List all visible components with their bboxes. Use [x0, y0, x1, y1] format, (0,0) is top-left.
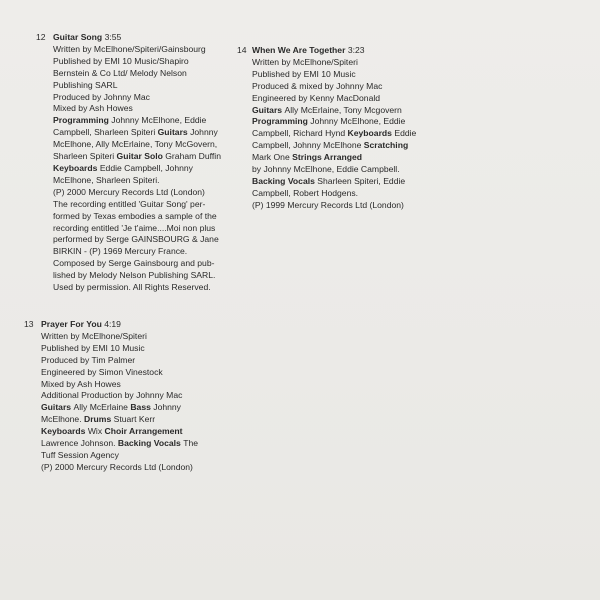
credit-line: [41, 402, 198, 414]
credit-text: Written by McElhone/Spiteri/Gainsbourg: [53, 43, 206, 54]
credit-text: The: [183, 438, 199, 449]
credit-line: [41, 367, 198, 379]
credit-role: Keyboards: [347, 128, 395, 139]
credit-line: [252, 57, 416, 69]
track-duration: 3:55: [104, 32, 122, 42]
credit-role: Programming: [53, 115, 112, 126]
track-number: 12: [36, 32, 46, 42]
credit-role: Bass: [130, 402, 154, 413]
credit-line: [41, 343, 198, 355]
credit-line: [252, 116, 416, 128]
credit-text: Produced by Johnny Mac: [53, 91, 150, 102]
credit-role: Strings Arranged: [292, 152, 362, 163]
credit-text: recording entitled 'Je t'aime....Moi non plus: [53, 222, 216, 233]
credit-text: by Johnny McElhone, Eddie Campbell.: [252, 164, 400, 175]
credit-text: Johnny: [153, 402, 181, 413]
credit-line: [53, 103, 221, 115]
credit-text: Sharleen Spiteri: [53, 151, 117, 162]
credit-text: Tuff Session Agency: [41, 449, 119, 460]
credit-text: Ally McErlaine, Tony Mcgovern: [284, 104, 402, 115]
track-13-credits: [24, 319, 198, 474]
credit-text: Sharleen Spiteri, Eddie: [317, 175, 406, 186]
credit-line: [53, 115, 221, 127]
credit-text: Graham Duffin: [165, 151, 221, 162]
credit-text: Stuart Kerr: [113, 414, 156, 425]
credit-text: Campbell, Richard Hynd: [252, 128, 348, 139]
credit-text: Engineered by Simon Vinestock: [41, 366, 163, 377]
credit-role: Guitar Solo: [116, 151, 166, 162]
credit-role: Drums: [84, 414, 114, 425]
credit-text: Johnny McElhone, Eddie: [111, 115, 207, 126]
track-heading: [36, 32, 221, 44]
credit-line: [252, 188, 416, 200]
credit-line: [53, 175, 221, 187]
credit-text: Eddie: [394, 128, 417, 139]
credits-block: [237, 57, 416, 212]
credit-text: (P) 2000 Mercury Records Ltd (London): [53, 186, 205, 197]
credit-text: The recording entitled 'Guitar Song' per-: [53, 198, 206, 209]
credit-text: Published by EMI 10 Music: [252, 68, 356, 79]
credit-line: [252, 152, 416, 164]
credit-text: Engineered by Kenny MacDonald: [252, 92, 381, 103]
credit-text: BIRKIN - (P) 1969 Mercury France.: [53, 246, 188, 257]
credit-text: Mixed by Ash Howes: [53, 103, 133, 114]
credit-role: Programming: [252, 116, 311, 127]
credit-text: Campbell, Sharleen Spiteri: [53, 127, 158, 138]
credit-line: [41, 462, 198, 474]
credit-line: [252, 105, 416, 117]
credit-line: [53, 68, 221, 80]
credit-line: [41, 355, 198, 367]
credit-text: (P) 1999 Mercury Records Ltd (London): [252, 199, 404, 210]
credit-text: Additional Production by Johnny Mac: [41, 390, 183, 401]
credit-text: Johnny McElhone, Eddie: [310, 116, 406, 127]
credit-line: [53, 270, 221, 282]
track-duration: 3:23: [347, 45, 365, 55]
credit-text: Publishing SARL: [53, 79, 118, 90]
track-number: 13: [24, 319, 34, 329]
track-title: Prayer For You: [41, 319, 102, 329]
credit-role: Backing Vocals: [117, 438, 184, 449]
credit-line: [252, 176, 416, 188]
track-title: When We Are Together: [252, 45, 346, 55]
credit-line: [41, 426, 198, 438]
credit-line: [41, 450, 198, 462]
credit-role: Guitars: [157, 127, 191, 138]
credit-line: [252, 128, 416, 140]
credit-line: [53, 223, 221, 235]
credit-line: [53, 211, 221, 223]
credit-line: [41, 379, 198, 391]
credits-block: [24, 331, 198, 474]
credit-line: [252, 69, 416, 81]
credit-line: [53, 246, 221, 258]
credit-text: performed by Serge GAINSBOURG & Jane: [53, 234, 219, 245]
track-12-credits: [36, 32, 221, 294]
credit-line: [53, 56, 221, 68]
credit-line: [53, 80, 221, 92]
credit-text: Published by EMI 10 Music: [41, 342, 145, 353]
credit-text: Used by permission. All Rights Reserved.: [53, 282, 211, 293]
credit-text: McElhone, Ally McErlaine, Tony McGovern,: [53, 139, 218, 150]
credit-line: [53, 258, 221, 270]
credit-text: Lawrence Johnson.: [41, 438, 118, 449]
credit-text: Campbell, Robert Hodgens.: [252, 187, 359, 198]
credit-text: (P) 2000 Mercury Records Ltd (London): [41, 461, 193, 472]
credit-line: [53, 127, 221, 139]
credit-role: Guitars: [41, 402, 74, 413]
credit-line: [252, 200, 416, 212]
track-14-credits: [237, 45, 416, 212]
track-title: Guitar Song: [53, 32, 103, 42]
credit-text: Composed by Serge Gainsbourg and pub-: [53, 258, 215, 269]
credit-role: Guitars: [252, 104, 285, 115]
credit-line: [41, 438, 198, 450]
credit-text: Published by EMI 10 Music/Shapiro: [53, 55, 189, 66]
credit-line: [53, 282, 221, 294]
credit-role: Backing Vocals: [252, 175, 318, 186]
track-heading: [237, 45, 416, 57]
credit-line: [53, 187, 221, 199]
credit-text: Eddie Campbell, Johnny: [99, 162, 193, 173]
credit-role: Keyboards: [53, 162, 100, 173]
credit-text: Written by McElhone/Spiteri: [41, 330, 147, 341]
credit-text: formed by Texas embodies a sample of the: [53, 210, 217, 221]
credit-text: Produced by Tim Palmer: [41, 354, 136, 365]
credit-text: lished by Melody Nelson Publishing SARL.: [53, 270, 216, 281]
credit-text: Ally McErlaine: [73, 402, 131, 413]
credit-line: [41, 390, 198, 402]
track-heading: [24, 319, 198, 331]
credit-text: Campbell, Johnny McElhone: [252, 140, 364, 151]
credit-text: Bernstein & Co Ltd/ Melody Nelson: [53, 67, 187, 78]
credit-line: [53, 139, 221, 151]
credit-line: [53, 163, 221, 175]
credit-role: Choir Arrangement: [104, 426, 183, 437]
credit-text: Mixed by Ash Howes: [41, 378, 121, 389]
credit-line: [252, 140, 416, 152]
credit-text: Johnny: [190, 127, 218, 138]
track-number: 14: [237, 45, 247, 55]
credit-role: Scratching: [363, 140, 409, 151]
credit-text: Written by McElhone/Spiteri: [252, 56, 358, 67]
credit-line: [252, 93, 416, 105]
credit-line: [41, 331, 198, 343]
credit-text: McElhone, Sharleen Spiteri.: [53, 174, 160, 185]
credit-line: [252, 164, 416, 176]
credit-line: [53, 234, 221, 246]
credit-line: [41, 414, 198, 426]
credit-text: Produced & mixed by Johnny Mac: [252, 80, 383, 91]
credit-line: [53, 151, 221, 163]
credit-text: Mark One: [252, 152, 293, 163]
credit-line: [53, 199, 221, 211]
credit-text: McElhone.: [41, 414, 84, 425]
credit-line: [53, 44, 221, 56]
credit-line: [252, 81, 416, 93]
credit-line: [53, 92, 221, 104]
credits-block: [36, 44, 221, 294]
credit-role: Keyboards: [41, 426, 88, 437]
track-duration: 4:19: [104, 319, 121, 329]
credit-text: Wix: [87, 426, 105, 437]
